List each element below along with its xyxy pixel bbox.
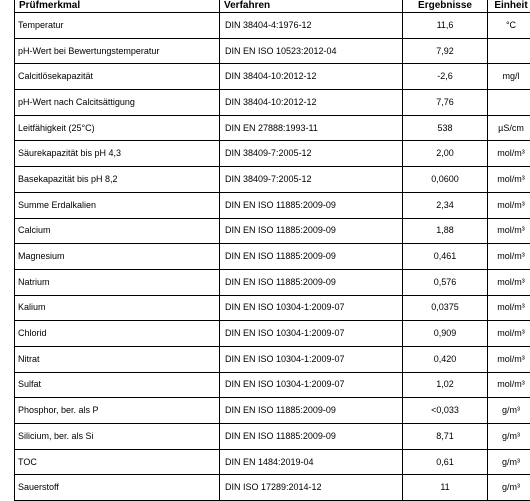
feature-cell: Säurekapazität bis pH 4,3	[15, 141, 220, 167]
result-cell: 0,0600	[403, 167, 488, 193]
unit-cell: °C	[488, 13, 530, 39]
table-body	[15, 13, 530, 501]
table-row	[15, 192, 530, 218]
result-cell: 2,00	[403, 141, 488, 167]
table-row	[15, 90, 530, 116]
unit-cell: mol/m³	[488, 321, 530, 347]
table-row	[15, 449, 530, 475]
header-row	[15, 0, 530, 13]
table-row	[15, 38, 530, 64]
method-cell: DIN EN ISO 10304-1:2009-07	[220, 372, 403, 398]
unit-cell: mg/l	[488, 64, 530, 90]
result-cell: 7,92	[403, 38, 488, 64]
result-cell: 538	[403, 115, 488, 141]
result-cell: 0,0375	[403, 295, 488, 321]
table-row	[15, 13, 530, 39]
header-unit: Einheit	[488, 0, 530, 13]
unit-cell: mol/m³	[488, 346, 530, 372]
result-cell: 0,61	[403, 449, 488, 475]
method-cell: DIN EN ISO 10304-1:2009-07	[220, 295, 403, 321]
table-row	[15, 424, 530, 450]
unit-cell: mol/m³	[488, 167, 530, 193]
table-row	[15, 64, 530, 90]
unit-cell	[488, 38, 530, 64]
method-cell: DIN EN 1484:2019-04	[220, 449, 403, 475]
unit-cell: mol/m³	[488, 269, 530, 295]
result-cell: 1,88	[403, 218, 488, 244]
feature-cell: Natrium	[15, 269, 220, 295]
result-cell: 0,909	[403, 321, 488, 347]
method-cell: DIN EN ISO 10523:2012-04	[220, 38, 403, 64]
feature-cell: Calcitlösekapazität	[15, 64, 220, 90]
unit-cell: mol/m³	[488, 141, 530, 167]
table-row	[15, 141, 530, 167]
unit-cell: mol/m³	[488, 192, 530, 218]
result-cell: 2,34	[403, 192, 488, 218]
method-cell: DIN EN ISO 10304-1:2009-07	[220, 321, 403, 347]
feature-cell: Calcium	[15, 218, 220, 244]
table-row	[15, 346, 530, 372]
method-cell: DIN EN ISO 11885:2009-09	[220, 398, 403, 424]
header-result: Ergebnisse	[403, 0, 488, 13]
table-header	[15, 0, 530, 13]
unit-cell: g/m³	[488, 449, 530, 475]
feature-cell: Sulfat	[15, 372, 220, 398]
result-cell: 0,576	[403, 269, 488, 295]
header-method: Verfahren	[220, 0, 403, 13]
feature-cell: Basekapazität bis pH 8,2	[15, 167, 220, 193]
feature-cell: Sauerstoff	[15, 475, 220, 501]
result-cell: -2,6	[403, 64, 488, 90]
unit-cell: g/m³	[488, 475, 530, 501]
method-cell: DIN 38404-10:2012-12	[220, 64, 403, 90]
header-feature: Prüfmerkmal	[15, 0, 220, 13]
unit-cell: mol/m³	[488, 218, 530, 244]
unit-cell: g/m³	[488, 424, 530, 450]
feature-cell: Nitrat	[15, 346, 220, 372]
table-row	[15, 295, 530, 321]
feature-cell: pH-Wert bei Bewertungstemperatur	[15, 38, 220, 64]
feature-cell: Silicium, ber. als Si	[15, 424, 220, 450]
result-cell: 11	[403, 475, 488, 501]
method-cell: DIN 38409-7:2005-12	[220, 141, 403, 167]
method-cell: DIN 38404-4:1976-12	[220, 13, 403, 39]
unit-cell	[488, 90, 530, 116]
method-cell: DIN EN ISO 11885:2009-09	[220, 218, 403, 244]
result-cell: 7,76	[403, 90, 488, 116]
table-row	[15, 269, 530, 295]
analysis-report-sheet	[14, 0, 530, 501]
feature-cell: Kalium	[15, 295, 220, 321]
feature-cell: Leitfähigkeit (25°C)	[15, 115, 220, 141]
table-row	[15, 218, 530, 244]
result-cell: 0,461	[403, 244, 488, 270]
method-cell: DIN 38409-7:2005-12	[220, 167, 403, 193]
method-cell: DIN EN ISO 11885:2009-09	[220, 192, 403, 218]
feature-cell: TOC	[15, 449, 220, 475]
method-cell: DIN EN ISO 11885:2009-09	[220, 269, 403, 295]
unit-cell: mol/m³	[488, 244, 530, 270]
method-cell: DIN EN 27888:1993-11	[220, 115, 403, 141]
result-cell: 8,71	[403, 424, 488, 450]
feature-cell: Phosphor, ber. als P	[15, 398, 220, 424]
table-row	[15, 475, 530, 501]
feature-cell: pH-Wert nach Calcitsättigung	[15, 90, 220, 116]
table-row	[15, 167, 530, 193]
table-row	[15, 398, 530, 424]
table-row	[15, 244, 530, 270]
result-cell: 0,420	[403, 346, 488, 372]
table-row	[15, 115, 530, 141]
unit-cell: mol/m³	[488, 372, 530, 398]
method-cell: DIN 38404-10:2012-12	[220, 90, 403, 116]
feature-cell: Summe Erdalkalien	[15, 192, 220, 218]
method-cell: DIN EN ISO 11885:2009-09	[220, 424, 403, 450]
result-cell: 1,02	[403, 372, 488, 398]
method-cell: DIN EN ISO 11885:2009-09	[220, 244, 403, 270]
table-row	[15, 372, 530, 398]
method-cell: DIN EN ISO 10304-1:2009-07	[220, 346, 403, 372]
result-cell: 11,6	[403, 13, 488, 39]
unit-cell: mol/m³	[488, 295, 530, 321]
feature-cell: Chlorid	[15, 321, 220, 347]
analysis-results-table	[14, 0, 530, 501]
result-cell: <0,033	[403, 398, 488, 424]
method-cell: DIN ISO 17289:2014-12	[220, 475, 403, 501]
unit-cell: g/m³	[488, 398, 530, 424]
feature-cell: Magnesium	[15, 244, 220, 270]
unit-cell: µS/cm	[488, 115, 530, 141]
table-row	[15, 321, 530, 347]
feature-cell: Temperatur	[15, 13, 220, 39]
